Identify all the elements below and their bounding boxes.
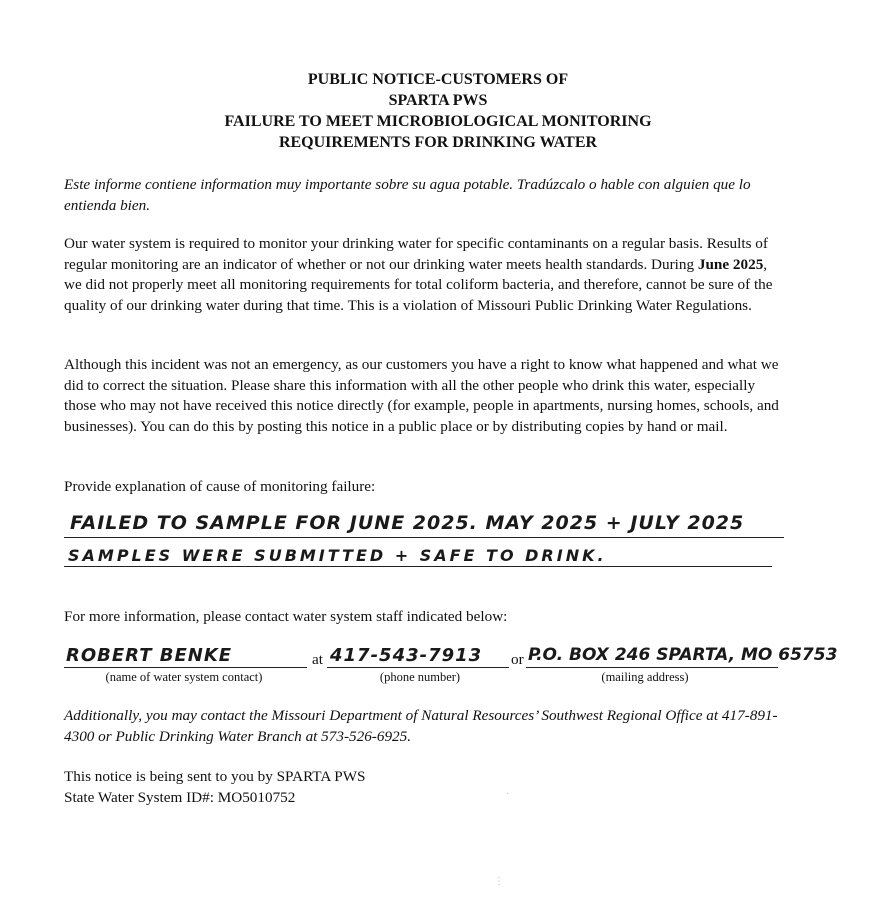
contact-phone-rule bbox=[327, 667, 509, 668]
paragraph-requirement-part2: , we did not properly meet all monitoring requirements for total coliform bacteria, and therefore, cannot be sure of the quality of our drinking water during that time. This is a violation of Missouri Public Drinking Water Regulations. bbox=[64, 255, 773, 314]
paragraph-incident: Although this incident was not an emergency, as our customers you have a right to know what happened and what we did to correct the situation. Please share this information with all the other people who drink this water, especially those who may not have received this notice directly (for example, people in apartments, nursing homes, schools, and businesses). You can do this by posting this notice in a public place or by distributing copies by hand or mail. bbox=[64, 356, 779, 435]
explanation-handwritten-line-2: SAMPLES WERE SUBMITTED + SAFE TO DRINK. bbox=[68, 546, 607, 565]
contact-name-rule bbox=[64, 667, 307, 668]
paragraph-requirement bbox=[64, 234, 784, 316]
contact-name-handwritten: ROBERT BENKE bbox=[66, 645, 233, 666]
violation-period: June 2025 bbox=[697, 255, 764, 273]
spanish-notice: Este informe contiene information muy importante sobre su agua potable. Tradúzcalo o hable con alguien que lo entienda bien. bbox=[64, 176, 751, 214]
at-label: at bbox=[312, 651, 323, 668]
contact-phone-handwritten: 417-543-7913 bbox=[330, 645, 483, 666]
contact-phone-caption: (phone number) bbox=[379, 670, 461, 684]
title-line-1: PUBLIC NOTICE-CUSTOMERS OF bbox=[307, 71, 569, 88]
title-line-3: FAILURE TO MEET MICROBIOLOGICAL MONITORING bbox=[224, 113, 652, 130]
system-id: State Water System ID#: MO5010752 bbox=[64, 789, 296, 806]
explanation-rule-1 bbox=[64, 537, 784, 538]
explanation-rule-2 bbox=[64, 566, 772, 567]
contact-address-handwritten: P.O. BOX 246 SPARTA, MO 65753 bbox=[528, 645, 838, 665]
scan-speck: · bbox=[506, 789, 510, 800]
contact-address-caption: (mailing address) bbox=[601, 670, 689, 684]
additional-contact: Additionally, you may contact the Missouri Department of Natural Resources’ Southwest Regional Office at 417-891-4300 or Public Drinking Water Branch at 573-526-6925. bbox=[64, 707, 778, 745]
or-label: or bbox=[511, 651, 524, 668]
title-line-2: SPARTA PWS bbox=[388, 92, 488, 109]
paragraph-requirement-part1: Our water system is required to monitor your drinking water for specific contaminants on a regular basis. Results of regular monitoring are an indicator of whether or not our drinking water meets health standards. During bbox=[64, 235, 768, 273]
contact-prompt: For more information, please contact water system staff indicated below: bbox=[64, 608, 508, 625]
title-line-4: REQUIREMENTS FOR DRINKING WATER bbox=[278, 134, 598, 151]
contact-name-caption: (name of water system contact) bbox=[105, 670, 263, 684]
scan-speck: ⋮ bbox=[494, 876, 504, 887]
explanation-handwritten-line-1: FAILED TO SAMPLE FOR JUNE 2025. MAY 2025 + JULY 2025 bbox=[70, 512, 745, 534]
contact-address-rule bbox=[526, 667, 778, 668]
explanation-prompt: Provide explanation of cause of monitoring failure: bbox=[64, 478, 376, 495]
sent-by: This notice is being sent to you by SPARTA PWS bbox=[64, 768, 366, 785]
